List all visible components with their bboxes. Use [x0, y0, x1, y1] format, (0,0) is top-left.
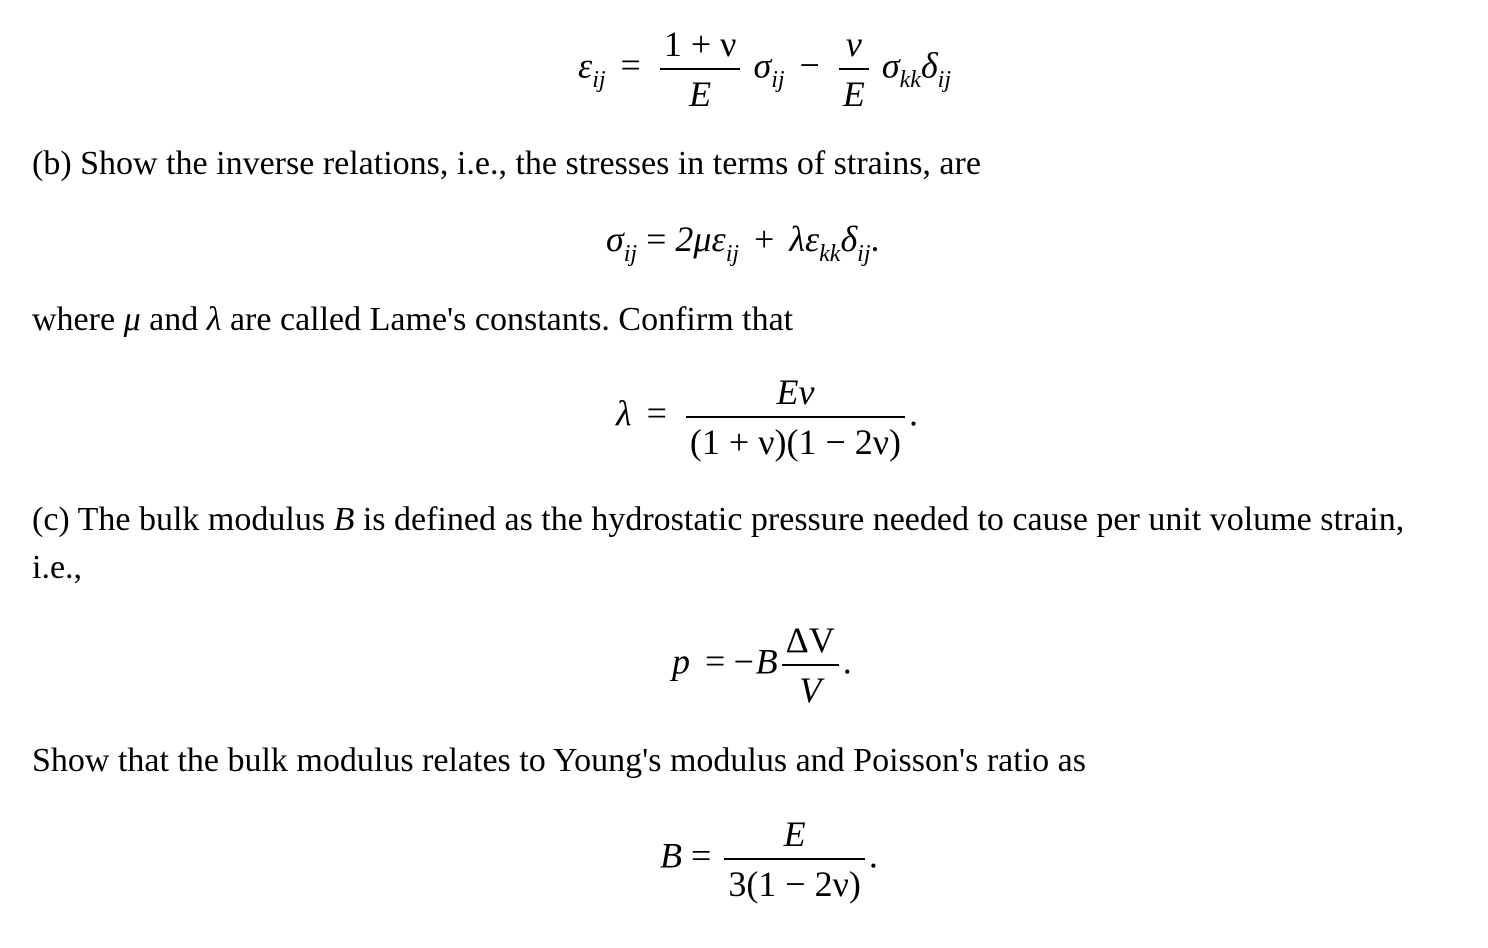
eq3-numerator: Eν [686, 370, 905, 418]
eq3-equals: = [646, 393, 667, 434]
eq2-equals: = [646, 219, 667, 259]
eq4-period: . [842, 641, 852, 682]
eq3-denominator: (1 + ν)(1 − 2ν) [689, 422, 902, 462]
eq1-sigma-sub: ij [771, 67, 785, 94]
eq2-two-mu: 2μ [675, 219, 712, 259]
eq5-period: . [868, 835, 878, 876]
eq5-denominator: 3(1 − 2ν) [728, 864, 861, 904]
lame-and: and [149, 301, 199, 338]
lame-text-pre: where [32, 301, 116, 338]
eq1-delta: δ [920, 45, 938, 86]
lame-mu: μ [123, 301, 141, 338]
lame-text-post: are called Lame's constants. Confirm that [229, 301, 794, 338]
eq1-equals: = [620, 45, 641, 86]
part-b-text: (b) Show the inverse relations, i.e., the stresses in terms of strains, are [32, 145, 981, 182]
eq4-fraction [782, 618, 839, 712]
equation-lambda [616, 370, 918, 464]
eq4-lhs: p [672, 641, 690, 682]
part-c-B: B [333, 501, 355, 538]
eq1-fraction-2 [839, 22, 869, 116]
eq1-frac1-denominator: E [689, 74, 712, 114]
eq4-numerator: ΔV [782, 618, 839, 666]
eq1-lhs: ε [578, 45, 593, 86]
eq1-sigma-kk-sub: kk [899, 67, 921, 94]
eq3-fraction [686, 370, 905, 464]
eq2-lambda: λ [789, 219, 805, 259]
eq2-plus: + [754, 219, 775, 259]
eq5-fraction [724, 812, 865, 906]
part-c-post: is defined as the hydrostatic pressure needed to cause per unit volume strain, i.e., [32, 501, 1405, 586]
eq5-lhs: B [660, 835, 682, 876]
eq1-frac2-denominator: E [842, 74, 865, 114]
eq5-equals: = [691, 835, 712, 876]
eq1-sigma: σ [753, 45, 772, 86]
eq1-fraction-1 [660, 22, 741, 116]
eq1-minus: − [799, 45, 820, 86]
eq1-frac1-numerator: 1 + ν [660, 22, 741, 70]
eq2-lhs: σ [606, 219, 624, 259]
lame-lambda: λ [206, 301, 222, 338]
eq2-eps-sub: ij [725, 241, 740, 267]
eq1-frac2-numerator: ν [839, 22, 869, 70]
equation-pressure [672, 618, 852, 712]
eq2-eps-kk: ε [804, 219, 820, 259]
eq4-denominator: V [799, 670, 822, 710]
lame-text [32, 296, 793, 344]
eq2-lhs-sub: ij [623, 241, 638, 267]
part-c-text [32, 496, 1452, 592]
eq2-delta: δ [840, 219, 858, 259]
equation-strain-stress [578, 22, 951, 116]
eq1-delta-sub: ij [937, 67, 952, 94]
eq3-lhs: λ [616, 393, 632, 434]
eq2-delta-sub: ij [857, 241, 871, 267]
eq2-period: . [870, 219, 880, 259]
eq2-eps: ε [711, 219, 726, 259]
eq2-eps-kk-sub: kk [819, 241, 841, 267]
eq5-numerator: E [724, 812, 865, 860]
eq4-equals: = [705, 641, 726, 682]
equation-bulk-modulus [660, 812, 878, 906]
equation-stress-strain [606, 218, 880, 267]
part-c-pre: (c) The bulk modulus [32, 501, 326, 538]
eq3-period: . [909, 393, 919, 434]
eq1-sigma-kk: σ [881, 45, 900, 86]
eq4-neg-B: −B [731, 641, 778, 682]
eq1-lhs-sub: ij [592, 67, 606, 94]
show-bulk-text: Show that the bulk modulus relates to Young's modulus and Poisson's ratio as [32, 742, 1086, 779]
